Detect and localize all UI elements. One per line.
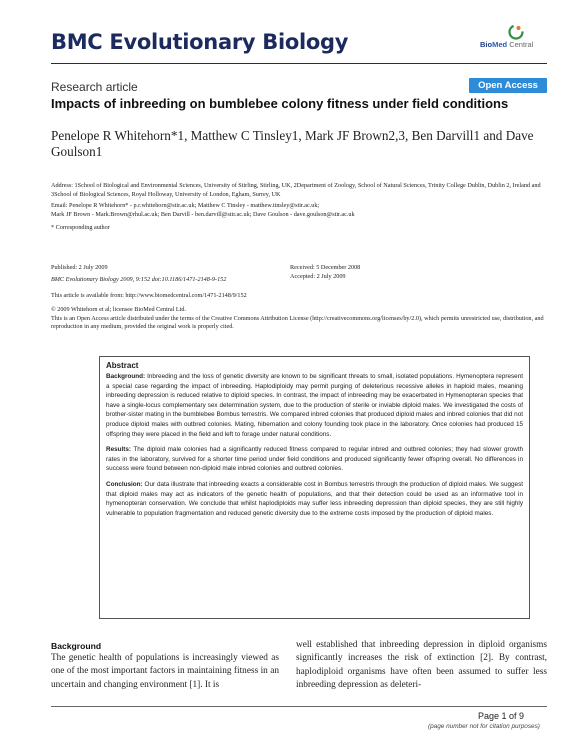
- license-text: This is an Open Access article distributed under the terms of the Creative Commons Attribution License (http://creativecommons.org/licenses/by/2.0), which permits unrestricted use, distribution, and reproduction in any medium, provided the original work is properly cited.: [51, 314, 544, 331]
- citation: BMC Evolutionary Biology 2009, 9:152 doi:10.1186/1471-2148-9-152: [51, 275, 227, 283]
- affiliations: Address: 1School of Biological and Environmental Sciences, University of Stirling, Stirling, UK, 2Department of Zoology, School of Natural Sciences, Trinity College Dublin, Dublin 2, Ireland and 3School of Biological Sciences, Royal Holloway, University of London, Egham, Surrey, UK: [51, 182, 541, 198]
- results-label: Results:: [106, 446, 132, 454]
- copyright: © 2009 Whitehorn et al; licensee BioMed Central Ltd.: [51, 306, 187, 313]
- license-block: [51, 306, 546, 332]
- abstract-conclusion: [106, 480, 523, 518]
- journal-title: BMC Evolutionary Biology: [51, 30, 349, 54]
- biomed-central-logo: [474, 24, 546, 50]
- background-text: Inbreeding and the loss of genetic diversity are known to be significant threats to small, isolated populations. Hymenoptera represent a special case regarding the impact of inbreeding. Haplodiploidy may permit purging of deleterious recessive alleles in haploid males, meaning inbreeding depression is reduced relative to diploid species. In contrast, the impact of inbreeding may be exacerbated in Hymenopteran species that have a single-locus complementary sex determination system, due to the production of sterile or inviable diploid males. We investigated the costs of brother-sister mating in the bumblebee Bombus terrestris. We compared inbred colonies that produced diploid males and inbred colonies that did not produce diploid males with outbred colonies. Mating, hibernation and colony founding took place in the laboratory. Once colonies had produced 15 offspring they were placed in the field and left to forage under natural conditions.: [106, 373, 523, 438]
- page-note: (page number not for citation purposes): [428, 723, 540, 730]
- article-type: Research article: [51, 80, 138, 94]
- background-heading: Background: [51, 641, 102, 651]
- header-rule: [51, 63, 547, 64]
- biomed-logo-icon: [508, 24, 524, 40]
- email-line-2: Mark JF Brown - Mark.Brown@rhul.ac.uk; Ben Darvill - ben.darvill@stir.ac.uk; Dave Goulson - dave.goulson@stir.ac.uk: [51, 210, 355, 218]
- logo-med: Med: [492, 40, 508, 49]
- abstract-heading: Abstract: [106, 361, 139, 370]
- received-date: Received: 5 December 2008: [290, 264, 361, 271]
- footer-rule: [51, 706, 547, 707]
- author-list: Penelope R Whitehorn*1, Matthew C Tinsley1, Mark JF Brown2,3, Ben Darvill1 and Dave Goulson1: [51, 128, 534, 159]
- logo-bio: Bio: [480, 40, 493, 49]
- email-line-1: Email: Penelope R Whitehorn* - p.r.whitehorn@stir.ac.uk; Matthew C Tinsley - matthew.tinsley@stir.ac.uk;: [51, 202, 320, 209]
- corresponding-author: * Corresponding author: [51, 224, 110, 231]
- publication-info: [51, 264, 311, 284]
- conclusion-text: Our data illustrate that inbreeding exacts a considerable cost in Bombus terrestris through the production of diploid males. We suggest that diploid males may act as indicators of the genetic health of populations, and that their detection could be used as an informative tool in hymenopteran conservation. We conclude that whilst haplodiploids may suffer less inbreeding depression than diploid species, they are still highly vulnerable to population fragmentation and reduced genetic diversity due to the extreme costs imposed by the production of diploid males.: [106, 480, 524, 517]
- abstract-background: [106, 372, 523, 439]
- received-accepted: [290, 264, 490, 281]
- availability-link[interactable]: This article is available from: http://www.biomedcentral.com/1471-2148/9/152: [51, 292, 247, 299]
- abstract-results: [106, 445, 523, 474]
- logo-central: Central: [509, 40, 534, 49]
- accepted-date: Accepted: 2 July 2009: [290, 272, 346, 280]
- page-number: Page 1 of 9: [478, 711, 525, 721]
- open-access-badge: Open Access: [469, 78, 547, 93]
- results-text: The diploid male colonies had a significantly reduced fitness compared to regular inbred and outbred colonies; they had slower growth rates in the laboratory, survived for a shorter time period under field conditions and produced significantly fewer offspring overall. No differences in success were found between non-diploid male inbred colonies and outbred colonies.: [106, 446, 523, 473]
- background-label: Background:: [106, 373, 146, 380]
- article-title: Impacts of inbreeding on bumblebee colony fitness under field conditions: [51, 96, 509, 111]
- abstract-box: [99, 356, 530, 619]
- published-date: Published: 2 July 2009: [51, 264, 108, 271]
- body-column-right: well established that inbreeding depression in diploid organisms significantly increases the risk of extinction [2]. By contrast, haplodiploid organisms have often been assumed to suffer less inbreeding depression as deleteri-: [296, 640, 547, 690]
- author-emails: [51, 202, 546, 219]
- body-column-left: The genetic health of populations is increasingly viewed as one of the most important factors in maintaining fitness in an uncertain and changing environment [1]. It is: [51, 653, 279, 690]
- conclusion-label: Conclusion:: [106, 480, 143, 488]
